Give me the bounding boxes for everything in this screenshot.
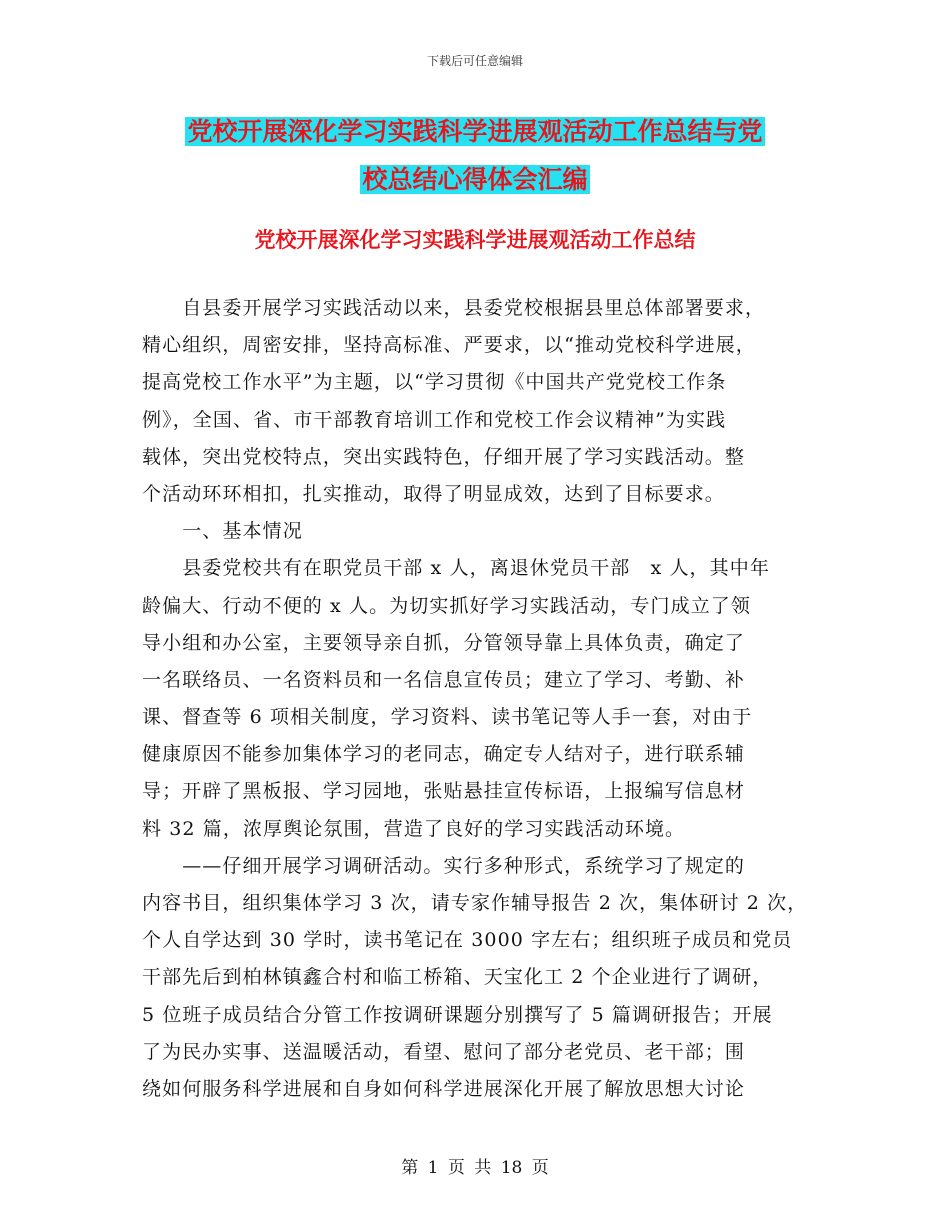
body-line: 了为民办实事、送温暖活动，看望、慰问了部分老党员、老干部；围	[142, 1040, 746, 1063]
body-line: 县委党校共有在职党员干部 x 人，离退休党员干部 x 人，其中年	[142, 557, 770, 580]
section-subtitle: 党校开展深化学习实践科学进展观活动工作总结	[254, 227, 696, 252]
body-line: 一名联络员、一名资料员和一名信息宣传员；建立了学习、考勤、补	[142, 668, 746, 691]
body-line: 导；开辟了黑板报、学习园地，张贴悬挂宣传标语，上报编写信息材	[142, 780, 746, 803]
body-line: 5 位班子成员结合分管工作按调研课题分别撰写了 5 篇调研报告；开展	[142, 1003, 773, 1026]
body-line: 课、督查等 6 项相关制度，学习资料、读书笔记等人手一套，对由于	[142, 706, 753, 729]
body-line: 内容书目，组织集体学习 3 次，请专家作辅导报告 2 次，集体研讨 2 次，	[142, 892, 808, 914]
body-line: ——仔细开展学习调研活动。实行多种形式，系统学习了规定的	[142, 854, 746, 877]
body-text	[142, 290, 822, 1108]
body-line: 导小组和办公室，主要领导亲自抓，分管领导靠上具体负责，确定了	[142, 631, 746, 654]
document-title-line-2	[0, 160, 950, 196]
body-line: 干部先后到柏林镇鑫合村和临工桥箱、天宝化工 2 个企业进行了调研，	[142, 966, 773, 989]
body-line: 精心组织，周密安排，坚持高标准、严要求，以“推动党校科学进展，	[142, 334, 756, 357]
title-highlight-2: 校总结心得体会汇编	[362, 165, 588, 194]
body-line: 载体，突出党校特点，突出实践特色，仔细开展了学习实践活动。整	[142, 445, 746, 468]
body-line: 自县委开展学习实践活动以来，县委党校根据县里总体部署要求，	[142, 297, 766, 319]
header-note: 下载后可任意编辑	[426, 54, 523, 68]
title-highlight-1: 党校开展深化学习实践科学进展观活动工作总结与党	[187, 117, 763, 146]
body-line: 例》，全国、省、市干部教育培训工作和党校工作会议精神”为实践	[142, 408, 727, 431]
body-line: 健康原因不能参加集体学习的老同志，确定专人结对子，进行联系辅	[142, 743, 746, 766]
body-line: 绕如何服务科学进展和自身如何科学进展深化开展了解放思想大讨论	[142, 1077, 746, 1100]
body-line: 个人自学达到 30 学时，读书笔记在 3000 字左右；组织班子成员和党员	[142, 929, 793, 952]
document-title-line-1	[0, 112, 950, 148]
page-number-footer: 第 1 页 共 18 页	[401, 1158, 549, 1178]
body-line: 龄偏大、行动不便的 x 人。为切实抓好学习实践活动，专门成立了领	[142, 594, 751, 617]
body-line: 提高党校工作水平”为主题，以“学习贯彻《中国共产党党校工作条	[142, 371, 727, 394]
body-line: 料 32 篇，浓厚舆论氛围，营造了良好的学习实践活动环境。	[142, 817, 686, 840]
body-line: 个活动环环相扣，扎实推动，取得了明显成效，达到了目标要求。	[142, 482, 725, 505]
section-heading: 一、基本情况	[142, 520, 303, 543]
